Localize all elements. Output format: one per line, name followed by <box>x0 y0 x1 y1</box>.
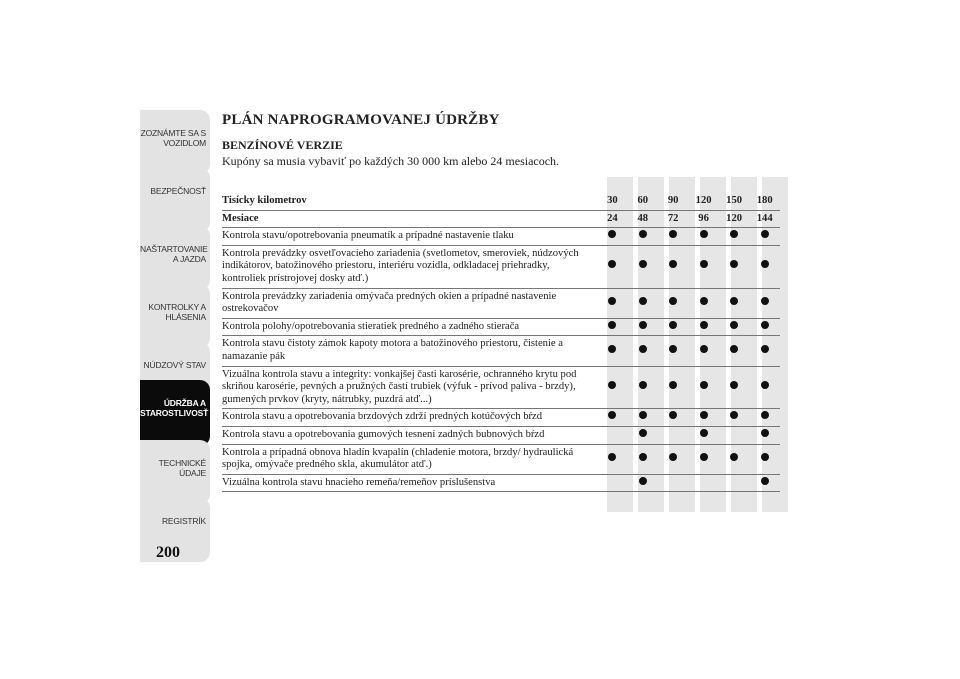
interval-cell <box>658 336 688 366</box>
months-label: Mesiace <box>222 210 597 228</box>
interval-cell <box>749 409 780 427</box>
interval-cell <box>658 288 688 318</box>
check-dot-icon <box>700 230 708 238</box>
table-row <box>222 409 780 427</box>
check-dot-icon <box>761 381 769 389</box>
table-row <box>222 245 780 288</box>
maintenance-table <box>222 177 780 492</box>
interval-cell <box>658 444 688 474</box>
tab-technical-data[interactable] <box>140 440 210 504</box>
check-description: Kontrola polohy/opotrebovania stieratiek predného a zadného stierača <box>222 318 597 336</box>
interval-cell <box>749 444 780 474</box>
section-subtitle: BENZÍNOVÉ VERZIE <box>222 138 343 152</box>
check-dot-icon <box>639 260 647 268</box>
interval-cell <box>597 366 627 409</box>
interval-cell <box>719 228 750 246</box>
interval-cell <box>658 366 688 409</box>
table-row <box>222 336 780 366</box>
check-dot-icon <box>700 381 708 389</box>
table-row <box>222 426 780 444</box>
interval-cell <box>688 474 719 492</box>
interval-cell <box>628 474 658 492</box>
check-dot-icon <box>700 321 708 329</box>
check-dot-icon <box>669 297 677 305</box>
check-dot-icon <box>639 411 647 419</box>
km-value: 60 <box>628 177 658 210</box>
check-dot-icon <box>730 230 738 238</box>
header-row-km <box>222 177 780 210</box>
tab-warning-lights[interactable] <box>140 284 210 348</box>
check-dot-icon <box>761 429 769 437</box>
check-dot-icon <box>669 381 677 389</box>
header-row-months <box>222 210 780 228</box>
table-row <box>222 474 780 492</box>
km-value: 150 <box>719 177 750 210</box>
check-dot-icon <box>700 297 708 305</box>
interval-cell <box>658 474 688 492</box>
months-value: 144 <box>749 210 780 228</box>
tab-label: TECHNICKÉ ÚDAJE <box>158 458 206 478</box>
check-dot-icon <box>669 345 677 353</box>
page-number: 200 <box>156 544 180 561</box>
check-dot-icon <box>761 411 769 419</box>
km-label: Tisícky kilometrov <box>222 177 597 210</box>
tab-label: NAŠTARTOVANIE A JAZDA <box>140 244 208 264</box>
check-dot-icon <box>730 453 738 461</box>
check-description: Vizuálna kontrola stavu hnacieho remeňa/remeňov príslušenstva <box>222 474 597 492</box>
interval-cell <box>597 288 627 318</box>
interval-cell <box>688 318 719 336</box>
interval-cell <box>749 228 780 246</box>
check-description: Kontrola stavu čistoty zámok kapoty motora a batožinového priestoru, čistenie a namazanie pák <box>222 336 597 366</box>
interval-cell <box>658 228 688 246</box>
interval-cell <box>688 426 719 444</box>
check-dot-icon <box>639 381 647 389</box>
interval-cell <box>719 474 750 492</box>
interval-cell <box>719 336 750 366</box>
check-dot-icon <box>608 411 616 419</box>
interval-cell <box>628 426 658 444</box>
table-row <box>222 366 780 409</box>
interval-cell <box>749 426 780 444</box>
check-dot-icon <box>608 381 616 389</box>
check-dot-icon <box>608 230 616 238</box>
months-value: 48 <box>628 210 658 228</box>
interval-cell <box>597 444 627 474</box>
interval-cell <box>719 288 750 318</box>
km-value: 30 <box>597 177 627 210</box>
interval-cell <box>597 474 627 492</box>
page-title: PLÁN NAPROGRAMOVANEJ ÚDRŽBY <box>222 112 500 128</box>
check-dot-icon <box>700 345 708 353</box>
interval-cell <box>688 444 719 474</box>
interval-cell <box>628 336 658 366</box>
check-dot-icon <box>761 477 769 485</box>
check-dot-icon <box>761 230 769 238</box>
interval-cell <box>597 318 627 336</box>
months-value: 120 <box>719 210 750 228</box>
check-description: Kontrola prevádzky zariadenia omývača predných okien a prípadné nastavenie ostrekovačov <box>222 288 597 318</box>
check-description: Vizuálna kontrola stavu a integrity: vonkajšej časti karosérie, ochranného krytu pod skriňou karosérie, pevných a pružných častí trubiek (výfuk - prívod paliva - brzdy), gumených prvkov (kryty, nátrubky, puzdrá atď...) <box>222 366 597 409</box>
check-dot-icon <box>669 453 677 461</box>
check-dot-icon <box>761 260 769 268</box>
check-dot-icon <box>639 477 647 485</box>
check-dot-icon <box>639 429 647 437</box>
check-dot-icon <box>639 297 647 305</box>
check-dot-icon <box>700 453 708 461</box>
check-dot-icon <box>730 411 738 419</box>
months-value: 24 <box>597 210 627 228</box>
interval-cell <box>628 288 658 318</box>
tab-label: BEZPEČNOSŤ <box>150 186 206 196</box>
check-dot-icon <box>639 230 647 238</box>
interval-cell <box>688 336 719 366</box>
tab-safety[interactable] <box>140 168 210 232</box>
interval-cell <box>688 409 719 427</box>
table-row <box>222 228 780 246</box>
interval-cell <box>658 426 688 444</box>
table-row <box>222 444 780 474</box>
interval-cell <box>597 336 627 366</box>
months-value: 72 <box>658 210 688 228</box>
tab-label: REGISTRÍK <box>161 516 206 526</box>
interval-cell <box>658 409 688 427</box>
interval-cell <box>628 318 658 336</box>
interval-cell <box>719 245 750 288</box>
tab-label: ZOZNÁMTE SA S VOZIDLOM <box>140 128 206 148</box>
tab-label: NÚDZOVÝ STAV <box>143 360 206 370</box>
check-dot-icon <box>730 321 738 329</box>
check-dot-icon <box>608 321 616 329</box>
interval-cell <box>749 474 780 492</box>
interval-cell <box>749 288 780 318</box>
check-dot-icon <box>700 411 708 419</box>
check-dot-icon <box>608 345 616 353</box>
check-description: Kontrola stavu a opotrebovania gumových tesnení zadných bubnových bŕzd <box>222 426 597 444</box>
check-description: Kontrola stavu/opotrebovania pneumatík a prípadné nastavenie tlaku <box>222 228 597 246</box>
interval-cell <box>597 426 627 444</box>
check-dot-icon <box>761 321 769 329</box>
check-dot-icon <box>730 260 738 268</box>
check-dot-icon <box>700 260 708 268</box>
interval-cell <box>719 366 750 409</box>
interval-cell <box>688 228 719 246</box>
check-dot-icon <box>761 297 769 305</box>
check-dot-icon <box>700 429 708 437</box>
tab-vehicle-intro[interactable] <box>140 110 210 174</box>
interval-cell <box>719 444 750 474</box>
km-value: 120 <box>688 177 719 210</box>
check-dot-icon <box>608 260 616 268</box>
check-dot-icon <box>730 297 738 305</box>
tab-starting-driving[interactable] <box>140 226 210 290</box>
check-dot-icon <box>608 297 616 305</box>
interval-cell <box>597 228 627 246</box>
interval-cell <box>628 409 658 427</box>
interval-cell <box>597 245 627 288</box>
km-value: 90 <box>658 177 688 210</box>
check-dot-icon <box>730 345 738 353</box>
interval-cell <box>749 366 780 409</box>
interval-cell <box>658 245 688 288</box>
interval-cell <box>719 409 750 427</box>
table-row <box>222 288 780 318</box>
check-dot-icon <box>639 321 647 329</box>
check-dot-icon <box>639 453 647 461</box>
check-dot-icon <box>761 345 769 353</box>
interval-cell <box>688 366 719 409</box>
check-dot-icon <box>608 453 616 461</box>
interval-cell <box>749 318 780 336</box>
check-dot-icon <box>669 260 677 268</box>
interval-cell <box>658 318 688 336</box>
check-dot-icon <box>639 345 647 353</box>
months-value: 96 <box>688 210 719 228</box>
interval-cell <box>688 245 719 288</box>
interval-cell <box>628 366 658 409</box>
check-description: Kontrola prevádzky osvetľovacieho zariadenia (svetlometov, smeroviek, núdzových indikátorov, batožinového priestoru, interiéru vozidla, odkladacej priehradky, kontroliek prístrojovej dosky atď.) <box>222 245 597 288</box>
interval-cell <box>688 288 719 318</box>
check-dot-icon <box>669 411 677 419</box>
interval-cell <box>597 409 627 427</box>
table-row <box>222 318 780 336</box>
interval-cell <box>628 228 658 246</box>
interval-cell <box>628 245 658 288</box>
interval-cell <box>628 444 658 474</box>
check-dot-icon <box>669 321 677 329</box>
check-dot-icon <box>761 453 769 461</box>
tab-label: ÚDRŽBA A STAROSTLIVOSŤ <box>140 398 209 418</box>
check-dot-icon <box>730 381 738 389</box>
interval-cell <box>749 245 780 288</box>
interval-cell <box>719 426 750 444</box>
interval-cell <box>719 318 750 336</box>
intro-text: Kupóny sa musia vybaviť po každých 30 000 km alebo 24 mesiacoch. <box>222 154 560 168</box>
tab-label: KONTROLKY A HLÁSENIA <box>148 302 206 322</box>
check-dot-icon <box>669 230 677 238</box>
km-value: 180 <box>749 177 780 210</box>
check-description: Kontrola a prípadná obnova hladín kvapalín (chladenie motora, brzdy/ hydraulická spojka, omývače predného skla, akumulátor atď.) <box>222 444 597 474</box>
interval-cell <box>749 336 780 366</box>
check-description: Kontrola stavu a opotrebovania brzdových zdrží predných kotúčových bŕzd <box>222 409 597 427</box>
tab-maintenance[interactable] <box>140 380 210 446</box>
